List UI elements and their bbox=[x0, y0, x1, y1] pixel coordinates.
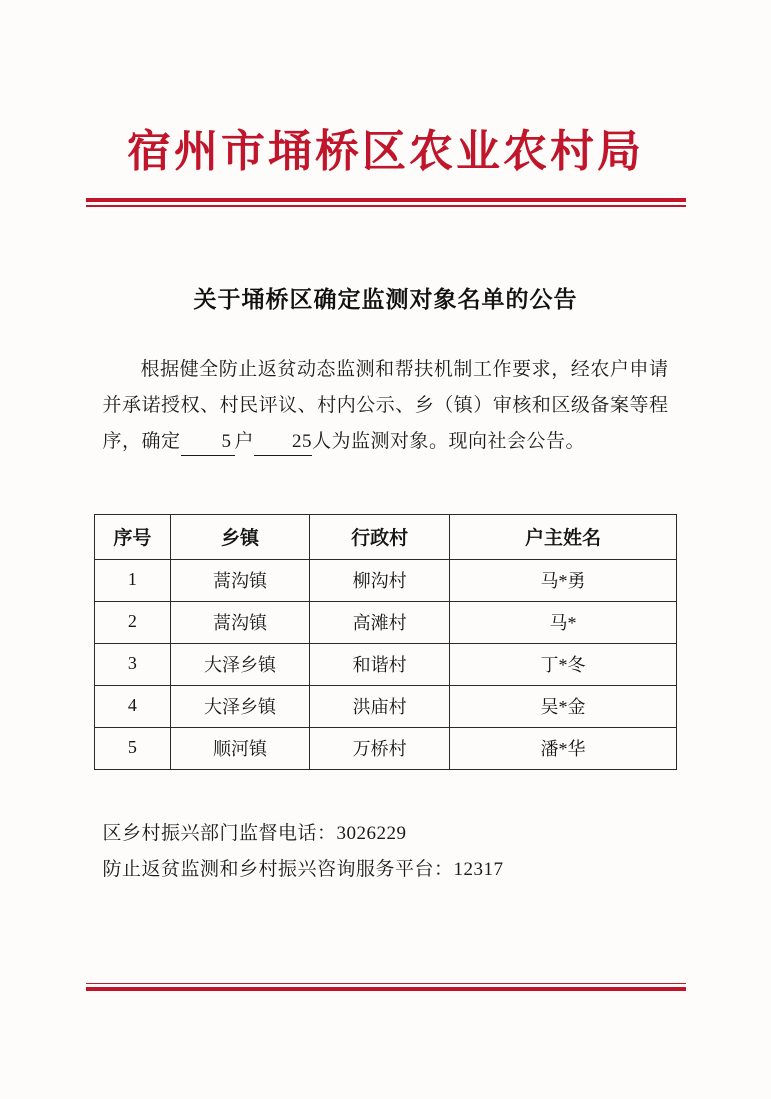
cell-householder: 丁*冬 bbox=[450, 643, 677, 685]
households-unit-label: 户 bbox=[234, 430, 255, 452]
column-header-township: 乡镇 bbox=[170, 514, 310, 559]
paragraph-text-part1: 根据健全防止返贫动态监测和帮扶机制工作要求，经农户申请并承诺授权、村民评议、村内公示、乡（镇）审核和区级备案等程序，确定 bbox=[102, 358, 669, 452]
paragraph-text-part2: 人为监测对象。现向社会公告。 bbox=[312, 430, 586, 452]
cell-village: 和谐村 bbox=[310, 643, 450, 685]
column-header-index: 序号 bbox=[95, 514, 171, 559]
masthead bbox=[0, 0, 771, 207]
cell-index: 4 bbox=[95, 685, 171, 727]
cell-township: 大泽乡镇 bbox=[170, 643, 310, 685]
contact-block bbox=[103, 816, 669, 888]
service-platform-line: 防止返贫监测和乡村振兴咨询服务平台：12317 bbox=[102, 858, 504, 880]
cell-township: 蒿沟镇 bbox=[170, 559, 310, 601]
masthead-rule-thick bbox=[86, 198, 686, 202]
monitoring-list-table-wrapper bbox=[94, 514, 677, 770]
column-header-householder: 户主姓名 bbox=[450, 514, 677, 559]
cell-householder: 马*勇 bbox=[450, 559, 677, 601]
table-row bbox=[95, 685, 677, 727]
people-count-blank: 25 bbox=[254, 429, 312, 456]
footer-rule-thick bbox=[86, 987, 686, 991]
cell-index: 3 bbox=[95, 643, 171, 685]
cell-index: 1 bbox=[95, 559, 171, 601]
masthead-title: 宿州市埇桥区农业农村局 bbox=[127, 126, 644, 177]
cell-village: 万桥村 bbox=[310, 727, 450, 769]
cell-township: 蒿沟镇 bbox=[170, 601, 310, 643]
announcement-body bbox=[103, 352, 669, 460]
cell-householder: 吴*金 bbox=[450, 685, 677, 727]
cell-index: 2 bbox=[95, 601, 171, 643]
monitoring-list-table bbox=[94, 514, 677, 770]
cell-village: 洪庙村 bbox=[310, 685, 450, 727]
cell-village: 高滩村 bbox=[310, 601, 450, 643]
table-header-row bbox=[95, 514, 677, 559]
cell-township: 顺河镇 bbox=[170, 727, 310, 769]
footer-rule-group bbox=[86, 983, 686, 992]
table-row bbox=[95, 559, 677, 601]
cell-township: 大泽乡镇 bbox=[170, 685, 310, 727]
masthead-rule-thin bbox=[86, 205, 686, 207]
announcement-paragraph bbox=[103, 352, 669, 460]
households-count-blank: 5 bbox=[181, 429, 235, 456]
cell-householder: 潘*华 bbox=[450, 727, 677, 769]
table-row bbox=[95, 601, 677, 643]
table-row bbox=[95, 727, 677, 769]
cell-index: 5 bbox=[95, 727, 171, 769]
cell-village: 柳沟村 bbox=[310, 559, 450, 601]
cell-householder: 马* bbox=[450, 601, 677, 643]
column-header-village: 行政村 bbox=[310, 514, 450, 559]
page-title: 关于埇桥区确定监测对象名单的公告 bbox=[193, 286, 578, 313]
table-row bbox=[95, 643, 677, 685]
footer-rule-thin bbox=[86, 983, 686, 985]
supervision-phone-line: 区乡村振兴部门监督电话：3026229 bbox=[102, 822, 407, 844]
masthead-rule-group bbox=[86, 198, 686, 207]
